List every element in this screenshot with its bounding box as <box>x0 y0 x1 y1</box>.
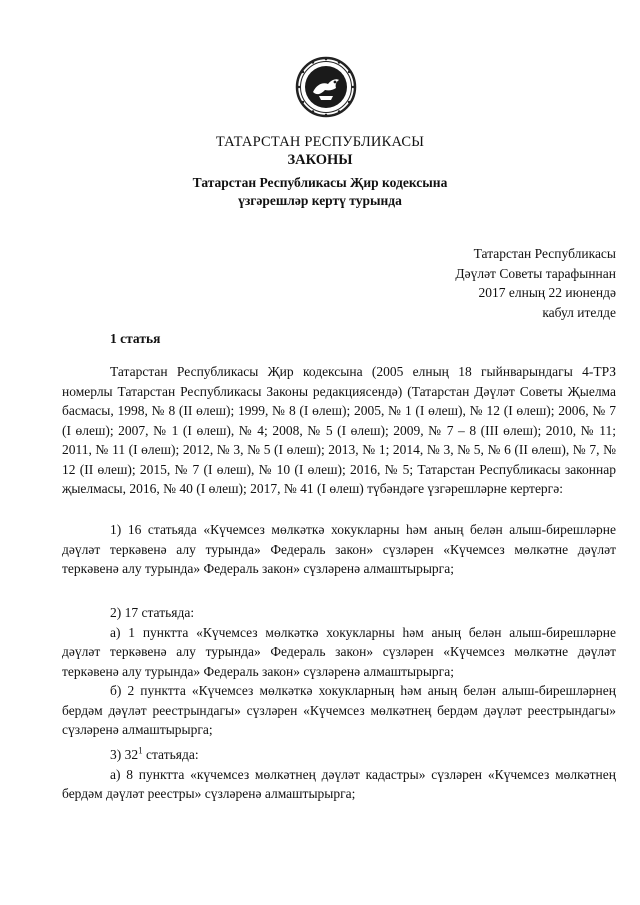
adoption-line: кабул ителде <box>542 304 616 320</box>
item-3-block <box>62 745 616 804</box>
item-3-heading <box>62 745 616 765</box>
item-3-heading-pre: 3) 32 <box>110 747 139 762</box>
adoption-block <box>455 244 616 322</box>
item-1-paragraph <box>62 520 616 579</box>
law-title-line1: Татарстан Республикасы Җир кодексына <box>192 175 448 190</box>
item-1-text: 1) 16 статьяда «Күчемсез мөлкәткә хокукларны һәм аның белән алыш-бирешләрне дәүләт теркәвенә алу турында» Федераль закон» сүзләрен «Күчемсез мөлкәтне дәүләт теркәвенә алу турында» Федераль закон» сүзләренә алмаштырырга; <box>62 522 616 576</box>
intro-paragraph <box>62 362 616 499</box>
intro-text: Татарстан Республикасы Җир кодексына (2005 елның 18 гыйнварындагы 4-ТРЗ номерлы Татарстан Республикасы Законы редакциясендә) (Татарстан Дәүләт Советы Җыелма басмасы, 1998, № 8 (II өлеш); 1999, № 8 (I өлеш); 2005, № 1 (I өлеш), № 12 (I өлеш); 2006, № 7 (I өлеш); 2007, № 1 (I өлеш), № 4; 2008, № 5 (I өлеш); 2009, № 7 – 8 (III өлеш); 2010, № 11; 2011, № 11 (I өлеш); 2012, № 3, № 5 (I өлеш); 2013, № 1; 2014, № 3, № 5, № 6 (II өлеш), № 7, № 12 (II өлеш); 2015, № 7 (I өлеш), № 10 (I өлеш); 2016, № 5; Татарстан Республикасы законнар җыелмасы, 2016, № 40 (I өлеш); 2017, № 41 (I өлеш) түбәндәге үзгәрешләрне кертергә: <box>62 364 616 496</box>
law-heading: ЗАКОНЫ <box>287 152 353 168</box>
adoption-line: Дәүләт Советы тарафыннан <box>455 265 616 281</box>
item-2-block <box>62 603 616 740</box>
article-heading: 1 статья <box>110 331 161 346</box>
item-2-heading: 2) 17 статьяда: <box>110 605 195 620</box>
law-title-line2: үзгәрешләр кертү турында <box>238 193 402 208</box>
item-2a-text: а) 1 пунктта «Күчемсез мөлкәткә хокукларны һәм аның белән алыш-бирешләрне дәүләт теркәвенә алу турында» Федераль закон» сүзләрен «Күчемсез мөлкәтне дәүләт теркәвенә алу турында» Федераль закон» сүзләренә алмаштырырга; <box>62 624 616 679</box>
item-3a-text: а) 8 пунктта «күчемсез мөлкәтнең дәүләт кадастры» сүзләрен «Күчемсез мөлкәтнең бердәм дәүләт реестры» сүзләренә алмаштырырга; <box>62 766 616 801</box>
item-3-heading-sup: 1 <box>138 745 143 756</box>
republic-heading: ТАТАРСТАН РЕСПУБЛИКАСЫ <box>215 134 425 150</box>
item-3-heading-post: статьяда: <box>142 747 199 762</box>
adoption-line: 2017 елның 22 июнендә <box>478 285 616 300</box>
item-2b-text: б) 2 пунктта «Күчемсез мөлкәткә хокукларның һәм аның белән алыш-бирешләрнең бердәм дәүләт реестрындагы» сүзләрен «Күчемсез мөлкәтнең бердәм дәүләт реестрындагы» сүзләренә алмаштырырга; <box>62 683 616 737</box>
tatarstan-coat-of-arms-icon <box>295 56 357 118</box>
adoption-line: Татарстан Республикасы <box>473 246 616 261</box>
